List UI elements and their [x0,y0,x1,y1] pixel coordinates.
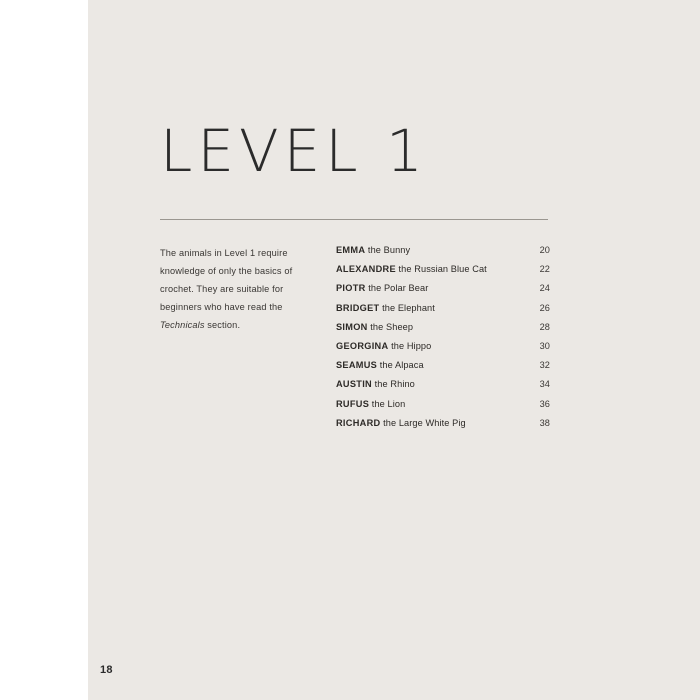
list-item[interactable] [336,322,550,332]
toc-entry-name: RUFUS [336,398,370,409]
page-content [88,0,700,700]
toc-entry-rest: the Russian Blue Cat [395,264,487,275]
toc-entry-page: 20 [539,245,550,255]
toc-entry-page: 26 [539,302,550,313]
list-item[interactable] [336,283,550,293]
toc-entry-rest: the Elephant [379,302,435,313]
toc-entry-text [336,360,528,370]
book-page [88,0,700,700]
toc-entry-page: 22 [539,264,550,275]
toc-entry-page: 36 [539,398,550,409]
toc-entry-name: AUSTIN [336,379,372,390]
toc-entry-rest: the Hippo [388,340,432,351]
toc-entry-page: 34 [539,379,550,390]
toc-entry-name: EMMA [336,245,366,255]
toc-entry-page: 38 [539,417,550,428]
toc-entry-rest: the Rhino [372,379,415,390]
toc-entry-text [336,379,528,389]
toc-entry-rest: the Large White Pig [380,417,466,428]
toc-entry-text [336,303,528,313]
title-divider [160,219,548,220]
list-item[interactable] [336,303,550,313]
list-item[interactable] [336,418,550,428]
toc-entry-text [336,283,528,293]
page-title: LEVEL 1 [160,117,428,185]
toc-entry-name: BRIDGET [336,302,380,313]
list-item[interactable] [336,360,550,370]
toc-entry-name: SIMON [336,321,368,332]
toc-entry-page: 28 [539,321,550,332]
toc-entry-name: SEAMUS [336,360,378,371]
toc-entry-rest: the Polar Bear [365,283,429,294]
list-item[interactable] [336,245,550,255]
list-item[interactable] [336,264,550,274]
intro-text-italic: Technicals [160,319,205,330]
contents-list [336,245,550,437]
list-item[interactable] [336,399,550,409]
toc-entry-text [336,418,528,428]
intro-paragraph [160,245,318,335]
toc-entry-name: GEORGINA [336,340,389,351]
toc-entry-rest: the Alpaca [377,360,424,371]
toc-entry-text [336,264,528,274]
toc-entry-name: ALEXANDRE [336,264,396,275]
page-number: 18 [100,664,113,676]
toc-entry-rest: the Bunny [365,245,411,255]
toc-entry-text [336,399,528,409]
toc-entry-rest: the Lion [369,398,406,409]
list-item[interactable] [336,341,550,351]
toc-entry-text [336,322,528,332]
toc-entry-page: 32 [539,360,550,371]
toc-entry-page: 30 [539,340,550,351]
list-item[interactable] [336,379,550,389]
content-columns [160,245,550,437]
toc-entry-text [336,341,528,351]
toc-entry-text [336,245,528,255]
intro-text-after: section. [204,319,241,330]
toc-entry-name: RICHARD [336,417,381,428]
toc-entry-rest: the Sheep [367,321,414,332]
toc-entry-name: PIOTR [336,283,366,294]
intro-text-before: The animals in Level 1 require knowledge of only the basics of crochet. They are suitable for beginners who have read the [160,248,293,312]
toc-entry-page: 24 [539,283,550,294]
intro-column [160,245,336,437]
